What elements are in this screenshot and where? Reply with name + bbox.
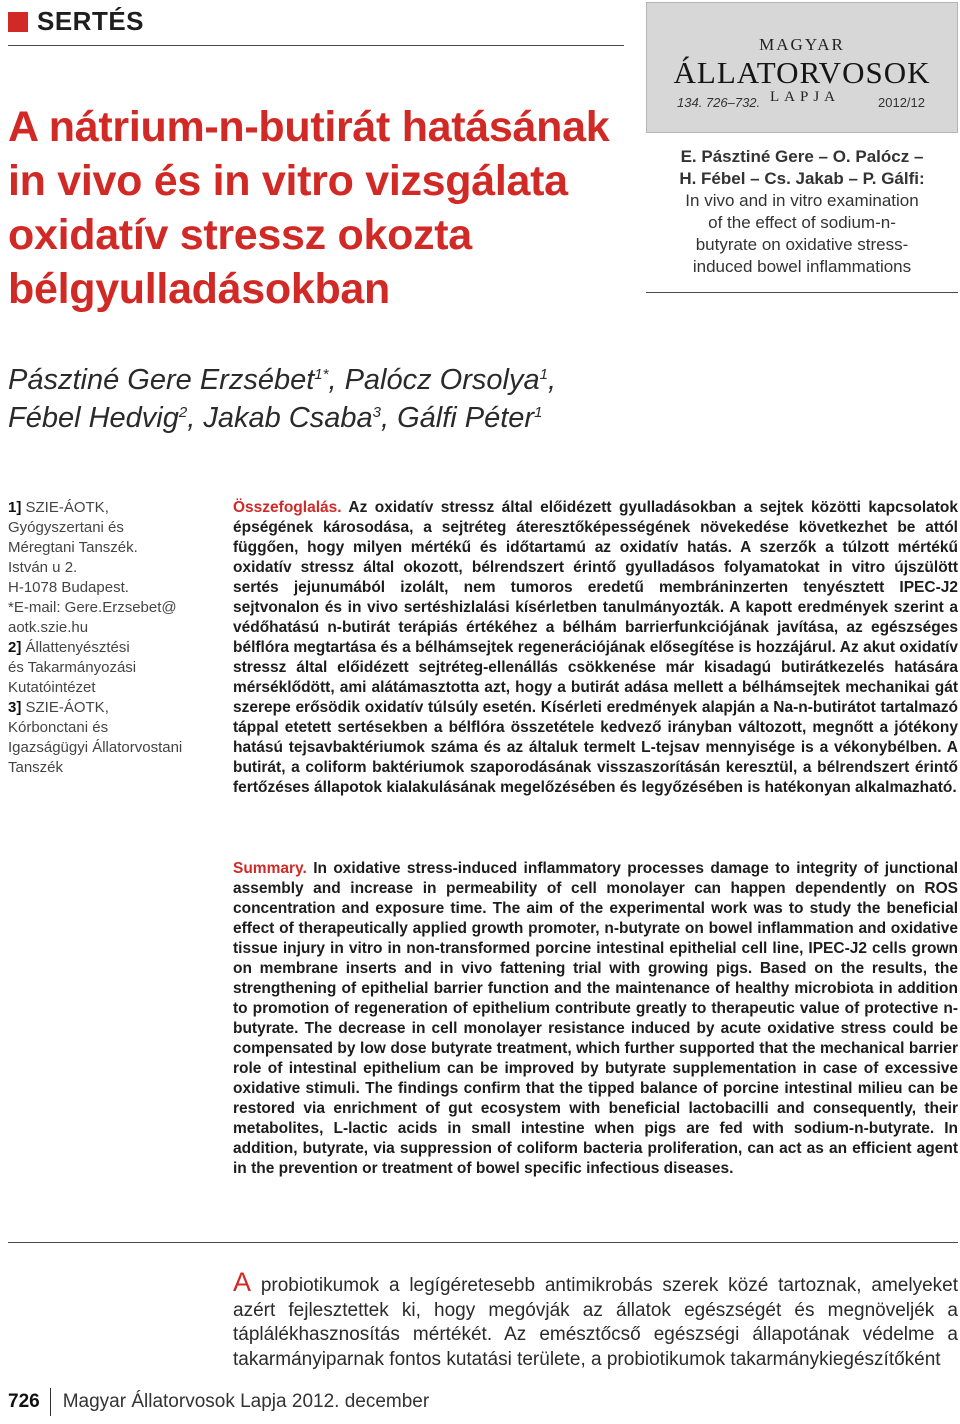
author-affiliation-mark: 3 <box>372 404 381 421</box>
title-line: oxidatív stressz okozta <box>8 211 472 259</box>
english-authors: E. Pásztiné Gere – O. Palócz – <box>680 147 924 166</box>
author-affiliation-mark: 1* <box>314 366 329 383</box>
english-title-line: butyrate on oxidative stress- <box>695 235 909 254</box>
affiliation-number: 1] <box>8 499 22 516</box>
affiliation-line: SZIE-ÁOTK, <box>25 699 109 716</box>
journal-name-bottom: LAPJA <box>769 89 840 105</box>
author-affiliation-mark: 1 <box>534 404 543 421</box>
page-footer <box>8 1388 429 1416</box>
article-title <box>8 100 618 316</box>
affiliation-email[interactable]: aotk.szie.hu <box>8 619 89 636</box>
english-title-line: induced bowel inflammations <box>692 257 912 276</box>
abstract-text: Az oxidatív stressz által előidézett gyulladásokban a sejtek közötti kapcsolatok épségének károsodása, a sejtréteg áteresztőképességének növekedése következhet be attól függően, hogy milyen mértékű és időtartamú az oxidatív hatás. A szerzők a túlzott mértékű oxidatív stressz által okozott, bélrendszert érintő gyulladásos folyamatokat in vitro újszülött sertés jejunumából izolált, nem tumoros eredetű membráninzerten tenyésztett IPEC-J2 sejtvonalon és in vivo sertéshizlalási kísérletben tanulmányozták. A kapott eredmények szerint a védőhatású n-butirát terápiás értékéhez a bélhám barrierfunkciójának javítása, az egészséges bélflóra megtartása és a bélhámsejtek regenerációjának elősegítése is hozzájárul. Az akut oxidatív stressz által előidézett sejtréteg-ellenállás csökkenése már kisadagú butirátkezelés hatására mérséklődött, ami alátámasztotta azt, hogy a butirát adása mellett a bélhámsejtek mechanikai gát szerepe erősödik oxidatív túlsúly esetén. Kísérleti eredmények alapján a Na-n-butirátot tartalmazó táppal etetett sertésekben a bélflóra összetétele kedvező irányban változott, megnőtt a jótékony hatású tejsavbaktériumok száma és az általuk termelt L-tejsav mennyisége is a vékonybélben. A butirát, a coliform baktériumok szaporodásának visszaszorításán keresztül, a bélrendszert érintő fertőzéses állapotok kialakulásának megelőzésében és legyőzésében is hatékonyan alkalmazható. <box>233 499 958 796</box>
author-name: , Gálfi Péter <box>380 402 535 434</box>
affiliation-2 <box>8 638 223 698</box>
footer-journal: Magyar Állatorvosok Lapja 2012. december <box>62 1391 430 1412</box>
english-divider <box>646 292 958 293</box>
summary-label: Summary. <box>233 860 307 877</box>
title-line: A nátrium-n-butirát hatásának <box>8 103 610 151</box>
title-line: in vivo és in vitro vizsgálata <box>8 157 568 205</box>
journal-volume-pages: 134. 726–732. <box>677 95 761 110</box>
affiliation-number: 3] <box>8 699 22 716</box>
author-name: Pásztiné Gere Erzsébet <box>8 364 315 396</box>
journal-name-top: MAGYAR <box>759 35 845 54</box>
affiliations <box>8 498 223 778</box>
author-affiliation-mark: 2 <box>178 404 188 421</box>
intro-drop-letter: A <box>233 1267 252 1297</box>
abstract-hungarian <box>233 498 958 798</box>
affiliation-number: 2] <box>8 639 22 656</box>
author-affiliation-mark: 1 <box>539 366 548 383</box>
english-title-line: In vivo and in vitro examination <box>685 191 919 210</box>
author-name: Fébel Hedvig <box>8 402 179 434</box>
affiliation-line: H-1078 Budapest. <box>8 579 129 596</box>
affiliation-3 <box>8 698 223 778</box>
affiliation-line: és Takarmányozási <box>8 659 137 676</box>
affiliation-line: Igazságügyi Állatorvostani <box>8 739 183 756</box>
journal-issue: 2012/12 <box>878 95 925 110</box>
english-authors: H. Fébel – Cs. Jakab – P. Gálfi: <box>679 169 925 188</box>
section-divider <box>8 45 624 46</box>
author-name: , Jakab Csaba <box>187 402 373 434</box>
affiliation-line: István u 2. <box>8 559 78 576</box>
authors-line-2 <box>8 402 542 435</box>
authors-line-1 <box>8 364 556 397</box>
english-title-line: of the effect of sodium-n- <box>708 213 896 232</box>
affiliation-line: Gyógyszertani és <box>8 519 124 536</box>
intro-paragraph <box>233 1267 958 1372</box>
intro-text: probiotikumok a legígéretesebb antimikrobás szerek közé tartoznak, amelyeket azért fejlesztettek ki, hogy megóvják az állatok egészségét és megnöveljék a táplálékhasznosítás mértékét. Az emésztőcső egészségi állapotának védelme a takarmányiparnak fontos kutatási területe, a probiotikumok takarmánykiegészítőként <box>233 1275 958 1370</box>
affiliation-email[interactable]: *E-mail: Gere.Erzsebet@ <box>8 599 177 616</box>
abstract-english <box>233 859 958 1179</box>
abstract-label: Összefoglalás. <box>233 499 342 516</box>
affiliation-line: Kórbonctani és <box>8 719 109 736</box>
section-label <box>8 6 144 37</box>
author-name: , Palócz Orsolya <box>328 364 540 396</box>
summary-text: In oxidative stress-induced inflammatory processes damage to integrity of junctional assembly and increase in permeability of cell monolayer can happen dependently on ROS concentration and exposure time. The aim of the experimental work was to study the beneficial effect of therapeutically applied growth promoter, n-butyrate on bowel inflammation and oxidative tissue injury in vitro in non-transformed porcine intestinal epithelial cell line, IPEC-J2 cells grown on membrane inserts and in vivo fattening trial with growing pigs. Based on the results, the strengthening of epithelial barrier function and the maintenance of healthy microbiota in addition to promotion of regeneration of epithelium contribute greatly to therapeutic value of protective n-butyrate. The decrease in cell monolayer resistance induced by acute oxidative stress could be compensated by low dose butyrate treatment, which further supported that the mechanical barrier role of intestinal epithelium can be improved by butyrate supplementation in case of excessive oxidative stimuli. The findings confirm that the tipped balance of porcine intestinal milieu can be restored via enrichment of gut ecosystem with beneficial lactobacilli and consequently, their metabolites, L-lactic acids in small intestine when pigs are fed with sodium-n-butyrate. In addition, butyrate, via suppression of coliform bacteria proliferation, can act as an efficient agent in the prevention or treatment of bowel specific infectious diseases. <box>233 860 958 1177</box>
affiliation-line: SZIE-ÁOTK, <box>25 499 109 516</box>
page-number: 726 <box>8 1391 40 1412</box>
affiliation-line: Tanszék <box>8 759 64 776</box>
affiliation-1 <box>8 498 223 638</box>
section-square-icon <box>8 12 28 32</box>
footer-divider <box>50 1388 51 1416</box>
affiliation-line: Állattenyésztési <box>25 639 130 656</box>
abstract-divider <box>8 1242 958 1243</box>
english-title-block <box>646 146 958 278</box>
section-label-text: SERTÉS <box>37 6 145 36</box>
journal-masthead <box>646 2 958 133</box>
title-line: bélgyulladásokban <box>8 265 391 313</box>
author-separator: , <box>547 364 556 396</box>
affiliation-line: Kutatóintézet <box>8 679 96 696</box>
affiliation-line: Méregtani Tanszék. <box>8 539 138 556</box>
journal-name-main: ÁLLATORVOSOK <box>673 55 931 90</box>
